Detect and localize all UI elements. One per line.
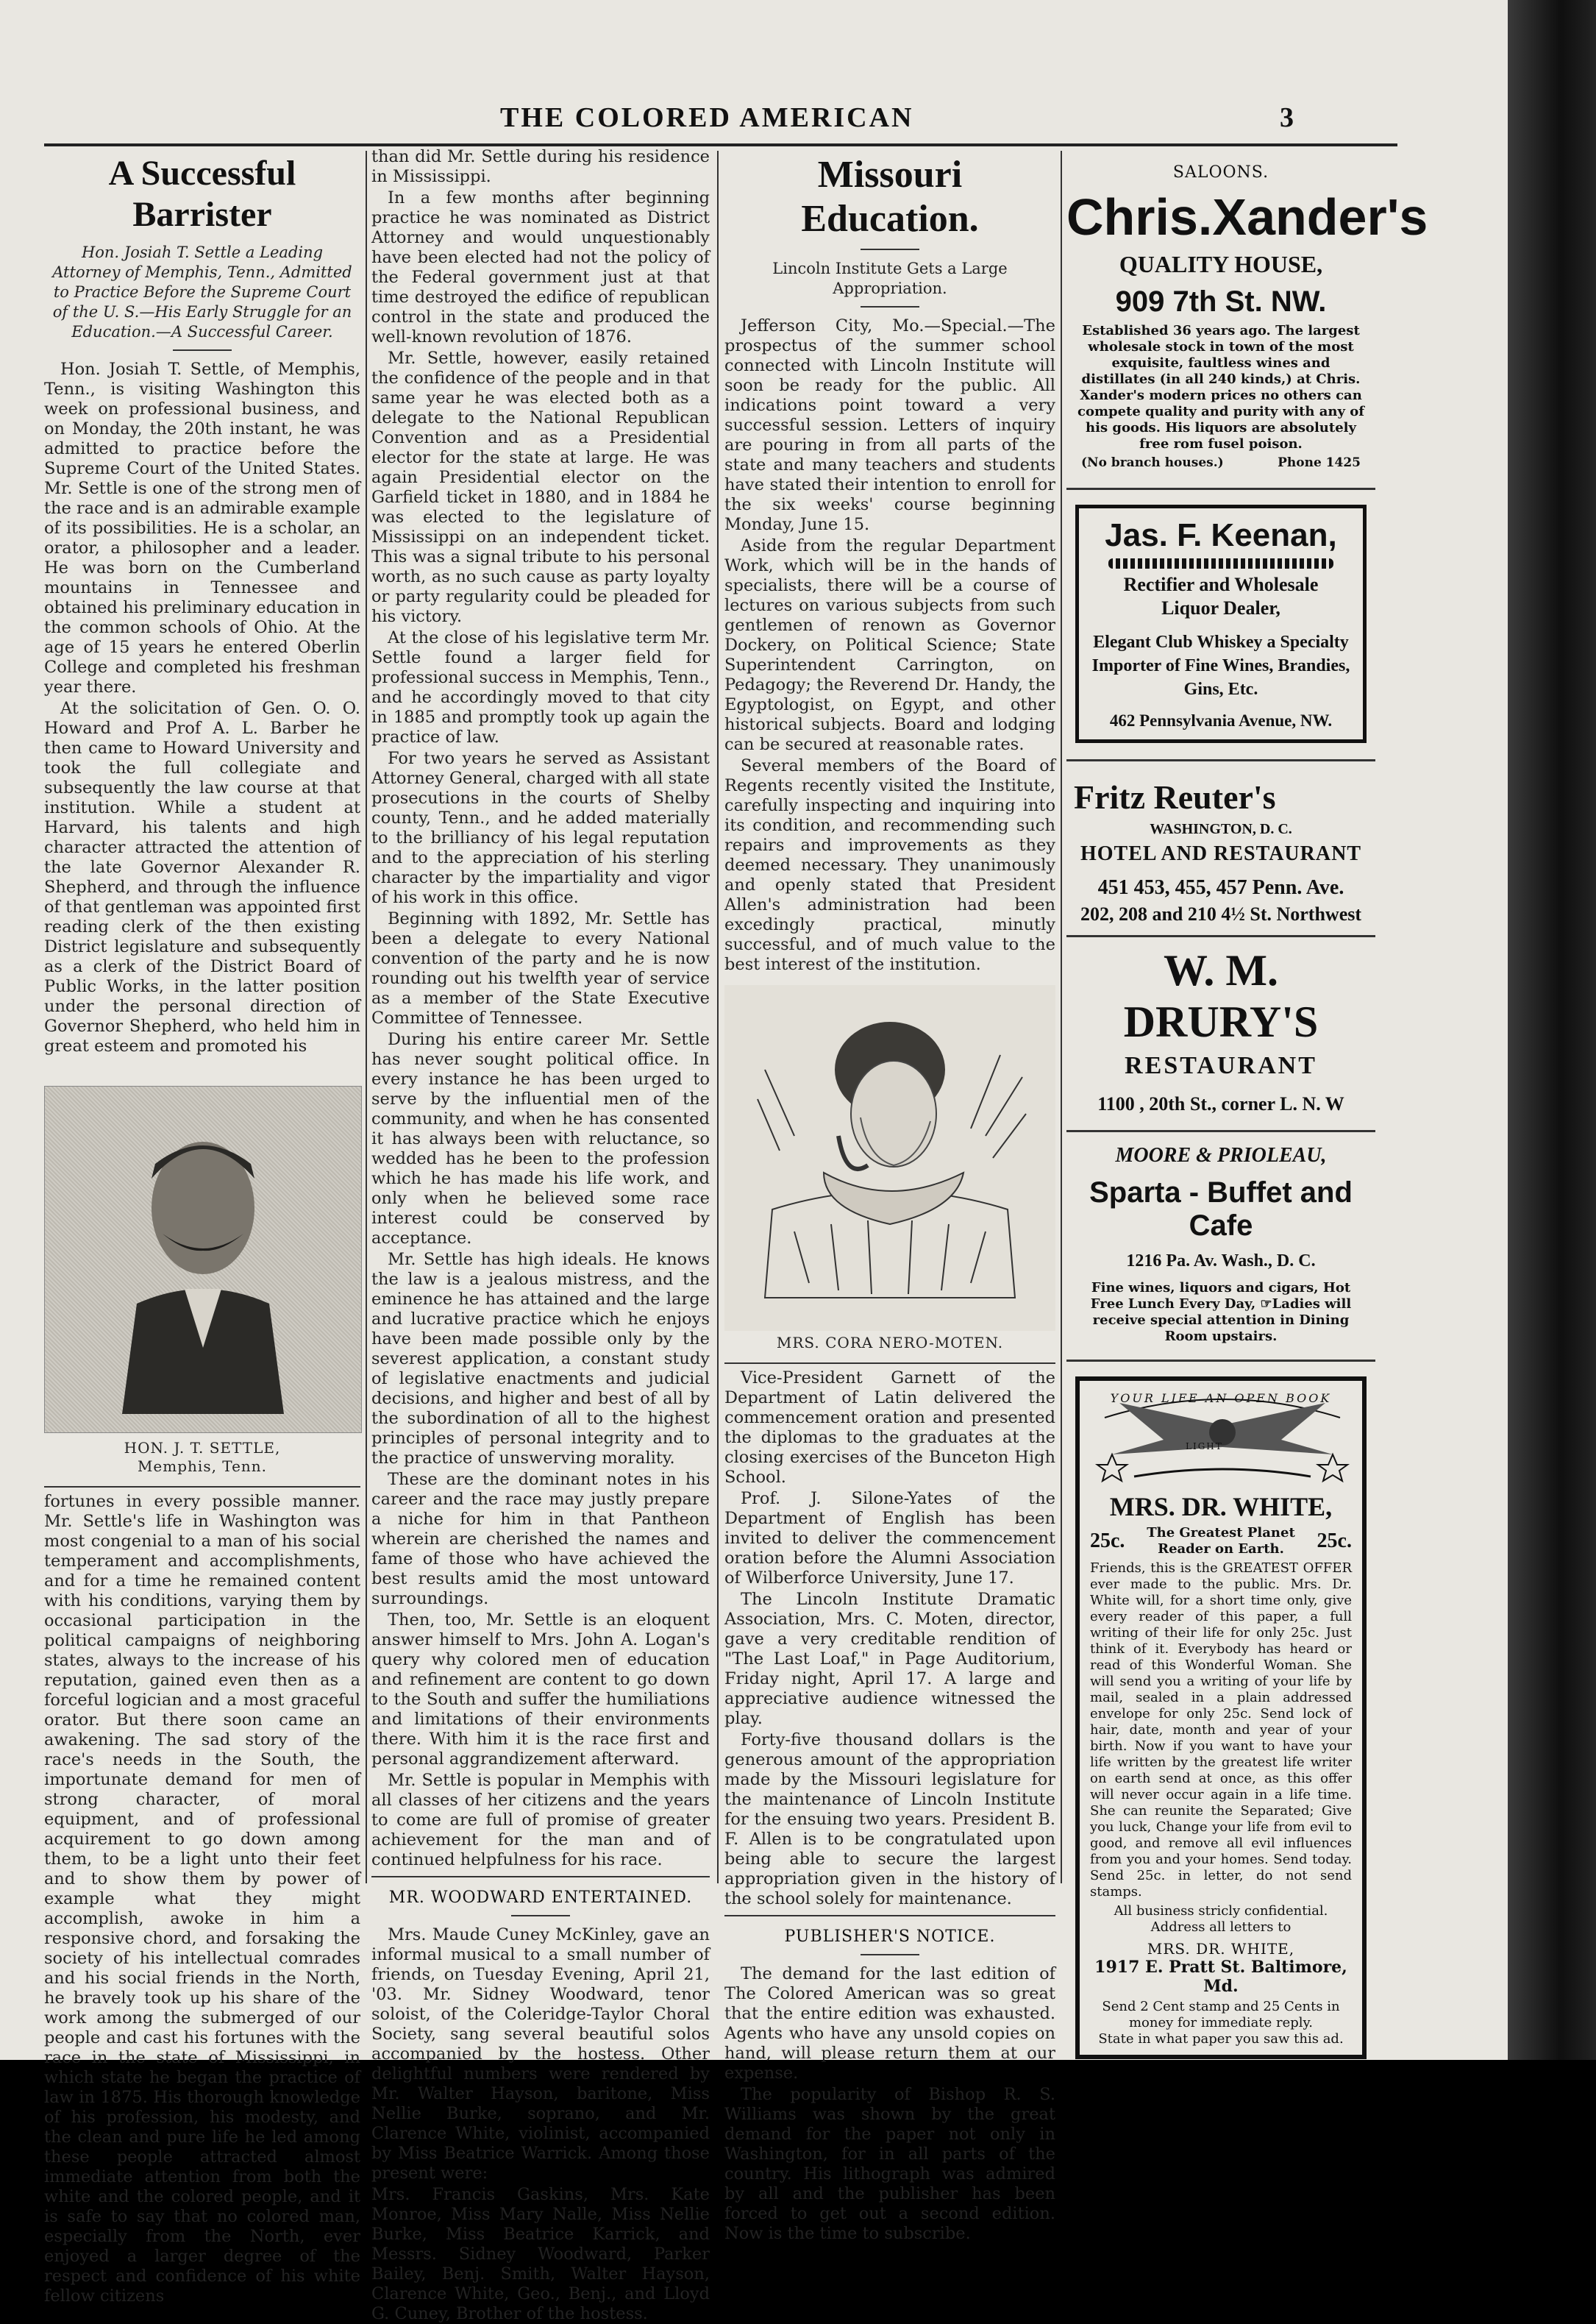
ad-white-addr-name: MRS. DR. WHITE, (1147, 1940, 1295, 1958)
ad-reuter-addr2: 202, 208 and 210 4½ St. Northwest (1080, 903, 1362, 925)
article-paragraph: Forty-five thousand dollars is the generous amount of the appropriation made by the Missouri legislature for the maintenance of Lincoln Institute for the ensuing two years. President B. F. Allen is to be congratulated upon being able to secure the largest appropriation given in the history of the school solely for maintenance. (724, 1730, 1055, 1908)
article-paragraph: For two years he served as Assistant Attorney General, charged with all state prosecutions in the courts of Shelby county, Tenn., and he added materially to the brilliancy of his legal reputation and to the appreciation of his sterling character by the impartiality and vigor of his work in this office. (371, 749, 710, 907)
subhead-publisher: PUBLISHER'S NOTICE. (784, 1927, 996, 1946)
ad-rule (1066, 1130, 1375, 1132)
column-rule (1061, 151, 1062, 1883)
ad-xander-address: 909 7th St. NW. (1115, 285, 1327, 318)
article-paragraph: Then, too, Mr. Settle is an eloquent answer himself to Mrs. John A. Logan's query why colored men of education and refinement are content to go down to the South and suffer the humiliations and limitations of their environments there. With him it is the race first and personal aggrandizement afterward. (371, 1610, 710, 1769)
ad-keenan-line4: Importer of Fine Wines, Brandies, Gins, Etc. (1091, 656, 1350, 699)
ad-xander-sub: QUALITY HOUSE, (1119, 251, 1323, 277)
ad-keenan (1075, 505, 1367, 743)
ad-white-name: MRS. DR. WHITE, (1109, 1492, 1333, 1521)
column-rule (717, 151, 719, 1883)
masthead-rule (44, 143, 1397, 146)
article-paragraph: Vice-President Garnett of the Department of Latin delivered the commencement oration and presented the diplomas to the graduates at the closing exercises of the Bunceton High School. (724, 1368, 1055, 1487)
ad-white-priceline (1090, 1525, 1352, 1557)
ad-keenan-line2: Liquor Dealer, (1161, 597, 1280, 619)
article-paragraph: Mr. Settle, however, easily retained the confidence of the people and in that same year he was elected both as a delegate to the National Republican Convention and as a Presidential elector for the state at large. He was again Presidential elector on the Garfield ticket in 1880, and in 1884 he was elected to the legislature of Mississippi on an independent ticket. This was a signal tribute to his personal worth, as no such cause as party loyalty or party regularity could be pleaded for his victory. (371, 349, 710, 626)
engraving-illustration (750, 989, 1030, 1327)
photo-caption: MRS. CORA NERO-MOTEN. (776, 1334, 1004, 1351)
ad-keenan-line3: Elegant Club Whiskey a Specialty (1093, 633, 1349, 652)
article-paragraph: Aside from the regular Department Work, which will be in the hands of specialists, there will be a course of lectures on various subjects from such gentlemen of renown as Governor Dockery, on Political Science; State Superintendent Carrington, on Pedagogy; the Reverend Dr. Handy, the Egyptologist, on Egypt, and other historical subjects. Board and lodging can be secured at reasonable rates. (724, 536, 1055, 754)
ad-drury-name: W. M. DRURY'S (1123, 946, 1319, 1046)
photo-caption-name: HON. J. T. SETTLE, (124, 1439, 281, 1457)
ad-moore-address: 1216 Pa. Av. Wash., D. C. (1126, 1251, 1316, 1271)
article-paragraph: Mrs. Maude Cuney McKinley, gave an informal musical to a small number of friends, on Tuesday Evening, April 21, '03. Mr. Sidney Woodward, tenor soloist, of the Coleridge-Taylor Choral Society, sang several beautiful solos accompanied by the hostess. Other delightful numbers were rendered by Mr. Walter Hayson, baritone, Miss Nellie Burke, soprano, and Mr. Clarence White, violinist, accompanied by Miss Beatrice Warrick. Among those present were: (371, 1925, 710, 2183)
page-number: 3 (1280, 102, 1294, 133)
ad-xander-footer (1066, 452, 1375, 473)
ad-xander-name: Chris.Xander's (1066, 188, 1428, 246)
ad-xander-branches: (No branch houses.) (1081, 455, 1224, 470)
ad-moore-body: Fine wines, liquors and cigars, Hot Free Lunch Every Day, ☞Ladies will receive special attention in Dining Room upstairs. (1090, 1280, 1352, 1344)
article-paragraph: Mr. Settle has high ideals. He knows the law is a jealous mistress, and the eminence he has attained and the large and lucrative practice which he enjoys have been made possible only by the severest application, a constant study of legislative enactments and judicial decisions, and higher and best of all by the subordination of all to the highest principles of personal integrity and to the practice of unswerving morality. (371, 1250, 710, 1468)
ad-white-tagline (1147, 1525, 1295, 1557)
column-rule (366, 151, 367, 1883)
book-spine (1508, 0, 1596, 2060)
ad-drury-sub: RESTAURANT (1125, 1052, 1317, 1079)
ad-reuter (1066, 778, 1375, 928)
ads-column (1066, 147, 1428, 2059)
article-paragraph: than did Mr. Settle during his residence in Mississippi. (371, 147, 710, 186)
ad-keenan-flourish (1108, 558, 1333, 569)
ad-white-price-left: 25c. (1090, 1529, 1125, 1552)
ad-white-foot2: State in what paper you saw this ad. (1098, 2031, 1344, 2047)
ad-keenan-address: 462 Pennsylvania Avenue, NW. (1109, 711, 1333, 730)
column-2 (371, 147, 710, 2323)
ad-white-tag2: Reader on Earth. (1158, 1541, 1284, 1557)
ad-rule (1066, 759, 1375, 761)
ad-white-body2: All business stricly confidential. Address all letters to (1114, 1903, 1328, 1935)
ad-white-foot: Send 2 Cent stamp and 25 Cents in money for immediate reply. (1102, 1999, 1340, 2030)
article-paragraph: The demand for the last edition of The Colored American was so great that the entire edition was exhausted. Agents who have any unsold copies on hand, will please return them at our expense. (724, 1964, 1055, 2083)
ad-xander (1066, 188, 1428, 473)
article-paragraph: Mrs. Francis Gaskins, Mrs. Kate Monroe, Miss Mary Nalle, Miss Nellie Burke, Miss Beatrice Karrick, and Messrs. Sidney Woodward, Parker Bailey, Benj. Smith, Walter Hayson, Clarence White, Geo., Benj., and Lloyd G. Cuney, Brother of the hostess. (371, 2185, 710, 2323)
article-paragraph: The popularity of Bishop R. S. Williams was shown by the great demand for the paper not only in Washington, for in all parts of the country. His lithograph was admired by all and the publisher has been forced to get out a second edition. Now is the time to subscribe. (724, 2085, 1055, 2243)
article-paragraph: The Lincoln Institute Dramatic Association, Mrs. C. Moten, director, gave a very creditable rendition of "The Last Loaf," in Page Auditorium, Friday night, April 17. A large and appreciative audience witnessed the play. (724, 1590, 1055, 1728)
portrait-settle (44, 1086, 362, 1433)
column-1 (44, 147, 360, 2306)
ad-moore-sub: Sparta - Buffet and Cafe (1089, 1176, 1353, 1242)
portrait-moten (724, 985, 1055, 1331)
ad-rule (1066, 488, 1375, 490)
ad-reuter-sub: HOTEL AND RESTAURANT (1080, 842, 1361, 865)
newspaper-title: THE COLORED AMERICAN (500, 102, 914, 133)
ad-keenan-line1: Rectifier and Wholesale (1123, 574, 1319, 595)
ad-white-banner-text: YOUR LIFE AN OPEN BOOK (1110, 1391, 1332, 1405)
article-paragraph: Beginning with 1892, Mr. Settle has been a delegate to every National convention of the party and he is now rounding out his twelfth year of service as a member of the State Executive Committee of Tennessee. (371, 909, 710, 1028)
ad-rule (1066, 935, 1375, 937)
section-rule (371, 1876, 710, 1877)
article-paragraph: During his entire career Mr. Settle has never sought political office. In every instance he has been urged to serve by the influential men of the community, and when he has consented it has always been with reluctance, so wedded has he been to the profession which he has made his life work, and only when he believed some race interest could be conserved by acceptance. (371, 1030, 710, 1248)
headline-missouri: Missouri Education. (801, 154, 979, 240)
article-paragraph: Prof. J. Silone-Yates of the Department of English has been invited to deliver the commencement oration before the Alumni Association of Wilberforce University, June 17. (724, 1489, 1055, 1588)
ad-moore (1066, 1144, 1375, 1345)
subhead-woodward: MR. WOODWARD ENTERTAINED. (388, 1888, 693, 1907)
section-rule (724, 1915, 1055, 1916)
ad-xander-body: Established 36 years ago. The largest wholesale stock in town of the most exquisite, faultless wines and distillates (in all 240 kinds,) at Chris. Xander's modern prices no others can compete quality and purity with any of his goods. His liquors are absolutely free rom fusel poison. (1077, 323, 1364, 452)
photo-caption-place: Memphis, Tenn. (137, 1457, 268, 1475)
ad-white (1075, 1376, 1367, 2059)
column-3 (724, 147, 1055, 2243)
deck-barrister: Hon. Josiah T. Settle a Leading Attorney of Memphis, Tenn., Admitted to Practice Before the Supreme Court of the U. S.—His Early Struggle for an Education.—A Successful Career. (52, 244, 352, 341)
ad-reuter-city: WASHINGTON, D. C. (1150, 821, 1292, 837)
ad-drury (1066, 945, 1375, 1115)
article-rule (173, 349, 232, 351)
ad-white-price-right: 25c. (1317, 1529, 1352, 1552)
article-rule (861, 306, 919, 308)
ad-xander-phone: Phone 1425 (1278, 455, 1361, 470)
article-paragraph: At the solicitation of Gen. O. O. Howard and Prof A. L. Barber he then came to Howard University and took the full collegiate and subsequently the law course at that institution. While a student at Harvard, his talents and high character attracted the attention of the late Governor Alexander R. Shepherd, and through the influence of that gentleman was appointed first reading clerk of the then existing District legislature and subsequently as a clerk of the District Board of Public Works, in the latter position under the personal direction of Governor Shepherd, who held him in great esteem and promoted his (44, 699, 360, 1056)
article-paragraph: Hon. Josiah T. Settle, of Memphis, Tenn., is visiting Washington this week on professional business, and on Monday, the 20th instant, he was admitted to practice before the Supreme Court of the United States. Mr. Settle is one of the strong men of the race and is an admirable example of its possibilities. He is a scholar, an orator, a philosopher and a leader. He was born on the Cumberland mountains in Tennessee and obtained his preliminary education in the common schools of Ohio. At the age of 15 years he entered Oberlin College and completed his freshman year there. (44, 360, 360, 697)
caption-rule (724, 1362, 1055, 1364)
masthead (44, 96, 1442, 140)
caption-rule (44, 1486, 360, 1488)
article-paragraph: In a few months after beginning practice he was nominated as District Attorney and would unquestionably have been elected had not the policy of the Federal government just at that time destroyed the edifice of republican control in the state and produced the well-known revolution of 1876. (371, 188, 710, 347)
article-paragraph: These are the dominant notes in his career and the race may justly prepare a niche for him in that Pantheon wherein are cherished the names and fame of those who have achieved the best results amid the most untoward surroundings. (371, 1470, 710, 1608)
article-paragraph: fortunes in every possible manner. Mr. Settle's life in Washington was most congenial to a man of his social temperament and accomplishments, and for a time he remained content with his conditions, varying them by occasional participation in the political campaigns of neighboring states, always to the increase of his reputation, gained even then as a forceful logician and a most graceful orator. But there soon came an awakening. The sad story of the race's needs in the South, the importunate demand for men of strong character, of moral equipment, and of professional acquirement to go down among them, to be a light unto their feet and to show them by power of example what they might accomplish, awoke in him a responsive chord, and forsaking the society of his intellectual comrades and his social friends in the North, he bravely took up his share of the work among the submerged of our people and cast his fortunes with the race in the state of Mississippi, in which state he began the practice of law in 1875. His thorough knowledge of his profession, his modesty, and the clean and pure life he led among these people attracted almost immediate attention from both the white and the colored people, and it is safe to say that no colored man, especially from the North, ever enjoyed a larger degree of the respect and confidence of his white fellow citizens (44, 1492, 360, 2306)
ad-drury-address: 1100 , 20th St., corner L. N. W (1097, 1093, 1344, 1115)
ad-white-tag1: The Greatest Planet (1147, 1525, 1295, 1541)
article-rule (511, 1915, 570, 1916)
ad-keenan-name: Jas. F. Keenan, (1105, 517, 1337, 553)
headline-barrister: A Successful Barrister (108, 154, 296, 234)
ad-reuter-addr1: 451 453, 455, 457 Penn. Ave. (1097, 876, 1344, 899)
ad-moore-name: MOORE & PRIOLEAU, (1115, 1144, 1327, 1167)
deck-missouri: Lincoln Institute Gets a Large Appropriation. (772, 260, 1008, 297)
ad-white-address: 1917 E. Pratt St. Baltimore, Md. (1094, 1958, 1347, 1996)
article-rule (861, 249, 919, 250)
ad-white-light-text: LIGHT (1186, 1441, 1223, 1451)
ad-white-body: Friends, this is the GREATEST OFFER ever made to the public. Mrs. Dr. White will, for a short time only, give every reader of this paper, a full writing of their life for only 25c. Just think of it. Everybody has heard or read of this Wonderful Woman. She will send you a writing of your life by mail, sealed in a plain addressed envelope for only 25c. Send lock of hair, date, month and year of your birth. Now if you want to have your life written by the greatest life writer on earth send at once, as this offer will never occur again in a life time. She can reunite the Separated; Give you luck, Change your life from evil to good, and remove all evil influences from you and your homes. Send today. Send 25c. in letter, do not send stamps. (1090, 1560, 1352, 1900)
section-saloons: SALOONS. (1172, 163, 1269, 182)
article-rule (861, 1954, 919, 1955)
photo-caption (44, 1439, 360, 1476)
article-paragraph: Several members of the Board of Regents recently visited the Institute, carefully inspecting and inquiring into its condition, and recommending such repairs and improvements as they deemed necessary. They unanimously and openly stated that President Allen's administration had been excedingly practical, minutly successful, and of much value to the best interest of the institution. (724, 756, 1055, 974)
ad-reuter-name: Fritz Reuter's (1074, 778, 1276, 816)
article-paragraph: Mr. Settle is popular in Memphis with all classes of her citizens and the years to come are full of promise of greater achievement for the man and of continued helpfulness for his race. (371, 1771, 710, 1869)
ad-white-banner (1090, 1388, 1352, 1484)
ad-rule (1066, 1360, 1375, 1362)
article-paragraph: Jefferson City, Mo.—Special.—The prospectus of the summer school connected with Lincoln Institute will soon be ready for the public. All indications point toward a very successful session. Letters of inquiry are pouring in from all parts of the state and many teachers and students have stated their intention to enroll for the six weeks' course beginning Monday, June 15. (724, 316, 1055, 534)
article-paragraph: At the close of his legislative term Mr. Settle found a larger field for professional success in Memphis, Tenn., and he accordingly moved to that city in 1885 and promptly took up again the practice of law. (371, 628, 710, 747)
portrait-illustration (93, 1105, 313, 1414)
